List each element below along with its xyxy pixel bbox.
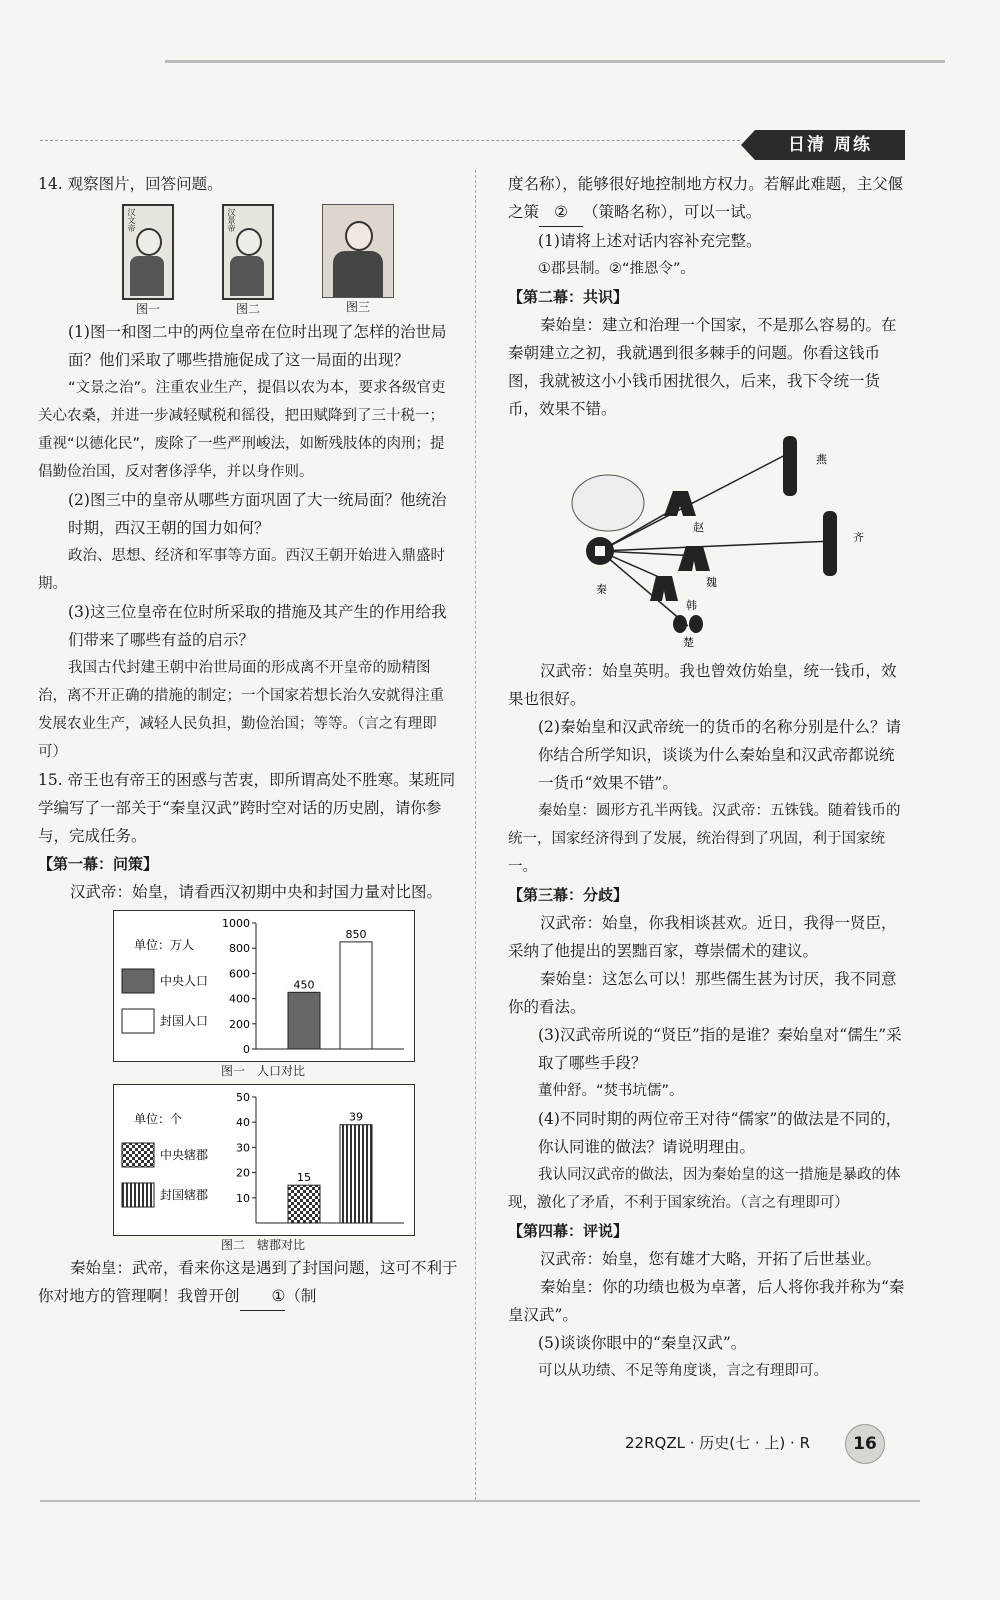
scene-2-qin-line: 秦始皇：建立和治理一个国家，不是那么容易的。在秦朝建立之初，我就遇到很多棘手的问题。你看这钱币图，我就被这小小钱币困扰很久，后来，我下令统一货币，效果不错。 — [508, 316, 897, 418]
emperor-portrait-1 — [122, 204, 174, 300]
population-chart-caption: 图一 人口对比 — [220, 1064, 305, 1078]
q15-1: (1)请将上述对话内容补充完整。 — [538, 232, 762, 250]
column-divider — [475, 170, 476, 1500]
coin-diagram-svg — [568, 431, 868, 651]
coin-label-han: 韩 — [686, 599, 697, 612]
jun-bar-value-1: 39 — [349, 1110, 363, 1124]
han-spade-coin-icon — [650, 576, 678, 601]
pop-bar-1 — [340, 942, 372, 1049]
emperor-figures — [98, 204, 418, 318]
coin-label-wei: 魏 — [706, 576, 717, 589]
pop-ytick-label-5: 1000 — [222, 917, 250, 930]
scene-1-qin-line — [38, 1254, 458, 1311]
pop-legend-swatch-0 — [122, 969, 154, 993]
coin-label-yan: 燕 — [816, 453, 827, 466]
scene-4-title: 【第四幕：评说】 — [508, 1222, 629, 1240]
scene-4-han-line: 汉武帝：始皇，您有雄才大略，开拓了后世基业。 — [540, 1250, 882, 1268]
a15-4: 我认同汉武帝的做法，因为秦始皇的这一措施是暴政的体现，激化了矛盾，不利于国家统治。（言之有理即可） — [508, 1167, 901, 1211]
population-chart-svg — [114, 911, 414, 1061]
pop-bar-value-0: 450 — [293, 978, 315, 992]
top-rule — [165, 60, 945, 63]
scene-1-qin-tail: （制 — [285, 1287, 317, 1305]
figure-caption-2: 图二 — [235, 302, 260, 316]
a14-2: 政治、思想、经济和军事等方面。西汉王朝开始进入鼎盛时期。 — [38, 548, 445, 592]
yan-knife-coin-icon — [783, 436, 797, 496]
right-column — [508, 170, 908, 1385]
emperor-portrait-2 — [222, 204, 274, 300]
left-column — [38, 170, 458, 1311]
figure-caption-1: 图一 — [135, 302, 160, 316]
pop-bar-value-1: 850 — [345, 927, 367, 941]
zhao-spade-coin-icon — [664, 491, 696, 516]
pop-ytick-label-2: 400 — [229, 992, 250, 1006]
q14-2: (2)图三中的皇帝从哪些方面巩固了大一统局面？他统治时期，西汉王朝的国力如何？ — [68, 491, 447, 537]
jun-ytick-label-3: 40 — [236, 1116, 250, 1130]
pop-legend-label-0: 中央人口 — [160, 974, 209, 988]
q14-1: (1)图一和图二中的两位皇帝在位时出现了怎样的治世局面？他们采取了哪些措施促成了这一局面的出现？ — [68, 323, 447, 369]
q15-4: (4)不同时期的两位帝王对待“儒家”的做法是不同的，你认同谁的做法？请说明理由。 — [538, 1110, 902, 1156]
commandery-chart-caption: 图二 辖郡对比 — [220, 1238, 305, 1252]
emperor-portrait-3 — [322, 204, 394, 298]
coin-label-qin: 秦 — [596, 583, 607, 596]
qi-knife-coin-icon — [823, 511, 837, 576]
q15-5: (5)谈谈你眼中的“秦皇汉武”。 — [538, 1334, 747, 1352]
jun-legend-swatch-1 — [122, 1183, 154, 1207]
figure-2 — [222, 204, 274, 318]
pop-ytick-label-4: 800 — [229, 942, 250, 956]
scene-2-han-line: 汉武帝：始皇英明。我也曾效仿始皇，统一钱币，效果也很好。 — [508, 662, 897, 708]
commandery-chart — [113, 1084, 415, 1236]
chu-coin-icon-2 — [689, 615, 703, 633]
blank-2: ② — [539, 198, 583, 227]
portrait-tag-2: 汉景帝 — [227, 208, 236, 232]
a14-3: 我国古代封建王朝中治世局面的形成离不开皇帝的励精图治，离不开正确的措施的制定；一个国家若想长治久安就得注重发展农业生产，减轻人民负担，勤俭治国；等等。（言之有理即可） — [38, 660, 444, 760]
jun-legend-label-0: 中央辖郡 — [160, 1148, 209, 1162]
coin-label-zhao: 赵 — [693, 521, 704, 534]
blank-1: ① — [240, 1282, 286, 1311]
bottom-rule — [40, 1500, 920, 1502]
q15-2: (2)秦始皇和汉武帝统一的货币的名称分别是什么？请你结合所学知识，谈谈为什么秦始皇和汉武帝都说统一货币“效果不错”。 — [538, 718, 901, 792]
pop-ytick-label-0: 0 — [243, 1043, 250, 1056]
pop-bar-0 — [288, 992, 320, 1049]
footer-book-code: 22RQZL · 历史(七 · 上) · R — [625, 1434, 810, 1452]
a15-3: 董仲舒。“焚书坑儒”。 — [538, 1083, 684, 1099]
jun-ytick-label-2: 30 — [236, 1141, 250, 1155]
scene-2-title: 【第二幕：共识】 — [508, 288, 629, 306]
q14-3: (3)这三位皇帝在位时所采取的措施及其产生的作用给我们带来了哪些有益的启示？ — [68, 603, 447, 649]
jun-ytick-label-4: 50 — [236, 1091, 250, 1104]
coin-label-chu: 楚 — [683, 636, 694, 649]
pop-legend-label-1: 封国人口 — [160, 1014, 209, 1028]
jun-legend-label-1: 封国辖郡 — [160, 1188, 209, 1202]
continuation-text: 度名称），能够很好地控制地方权力。若解此难题，主父偃之策 — [508, 175, 904, 221]
qin-seal-icon — [572, 475, 644, 531]
a15-2: 秦始皇：圆形方孔半两钱。汉武帝：五铢钱。随着钱币的统一，国家经济得到了发展，统治得到了巩固，利于国家统一。 — [508, 803, 901, 875]
portrait-tag-1: 汉文帝 — [127, 208, 136, 232]
commandery-chart-svg — [114, 1085, 414, 1235]
scene-4-qin-line: 秦始皇：你的功绩也极为卓著，后人将你我并称为“秦皇汉武”。 — [508, 1278, 905, 1324]
pop-legend-swatch-1 — [122, 1009, 154, 1033]
a14-1: “文景之治”。注重农业生产，提倡以农为本，要求各级官吏关心农桑，并进一步减轻赋税和徭役，把田赋降到了三十税一；重视“以德化民”，废除了一些严刑峻法，如断残肢体的肉刑；提倡勤俭治国，反对奢侈浮华，并以身作则。 — [38, 380, 446, 480]
q15-3: (3)汉武帝所说的“贤臣”指的是谁？秦始皇对“儒生”采取了哪些手段？ — [538, 1026, 902, 1072]
q14-title: 14. 观察图片，回答问题。 — [38, 175, 223, 193]
population-chart — [113, 910, 415, 1062]
scene-3-qin-line: 秦始皇：这怎么可以！那些儒生甚为讨厌，我不同意你的看法。 — [508, 970, 897, 1016]
chu-coin-icon-1 — [673, 615, 687, 633]
jun-bar-1 — [340, 1125, 372, 1223]
header-dotted-rule — [40, 140, 740, 141]
jun-unit-label: 单位：个 — [134, 1112, 183, 1126]
pop-ytick-label-3: 600 — [229, 967, 250, 981]
figure-caption-3: 图三 — [345, 300, 370, 314]
jun-bar-0 — [288, 1185, 320, 1223]
coin-label-qi: 齐 — [853, 531, 864, 544]
figure-1 — [122, 204, 174, 318]
scene-1-continuation — [508, 170, 908, 227]
header-tab: 日清 周练 — [755, 130, 905, 160]
coin-unification-diagram — [568, 431, 868, 651]
jun-ytick-label-1: 20 — [236, 1166, 250, 1180]
scene-3-han-line: 汉武帝：始皇，你我相谈甚欢。近日，我得一贤臣，采纳了他提出的罢黜百家，尊崇儒术的建议。 — [508, 914, 897, 960]
jun-bar-value-0: 15 — [297, 1171, 311, 1185]
figure-3 — [322, 204, 394, 318]
jun-legend-swatch-0 — [122, 1143, 154, 1167]
scene-1-han-line: 汉武帝：始皇，请看西汉初期中央和封国力量对比图。 — [70, 883, 443, 901]
wei-spade-coin-icon — [678, 546, 710, 571]
scene-3-title: 【第三幕：分歧】 — [508, 886, 629, 904]
pop-unit-label: 单位：万人 — [134, 938, 195, 952]
pop-ytick-label-1: 200 — [229, 1017, 250, 1031]
a15-1: ①郡县制。②“推恩令”。 — [538, 261, 696, 277]
page-number: 16 — [845, 1424, 885, 1464]
scene-1-qin-text: 秦始皇：武帝，看来你这是遇到了封国问题，这可不利于你对地方的管理啊！我曾开创 — [38, 1259, 458, 1305]
a15-5: 可以从功绩、不足等角度谈，言之有理即可。 — [538, 1363, 828, 1379]
continuation-tail: （策略名称），可以一试。 — [583, 203, 762, 221]
scene-1-title: 【第一幕：问策】 — [38, 855, 159, 873]
jun-ytick-label-0: 10 — [236, 1191, 250, 1205]
q15: 15. 帝王也有帝王的困惑与苦衷，即所谓高处不胜寒。某班同学编写了一部关于“秦皇汉武”跨时空对话的历史剧，请你参与，完成任务。 — [38, 771, 456, 845]
